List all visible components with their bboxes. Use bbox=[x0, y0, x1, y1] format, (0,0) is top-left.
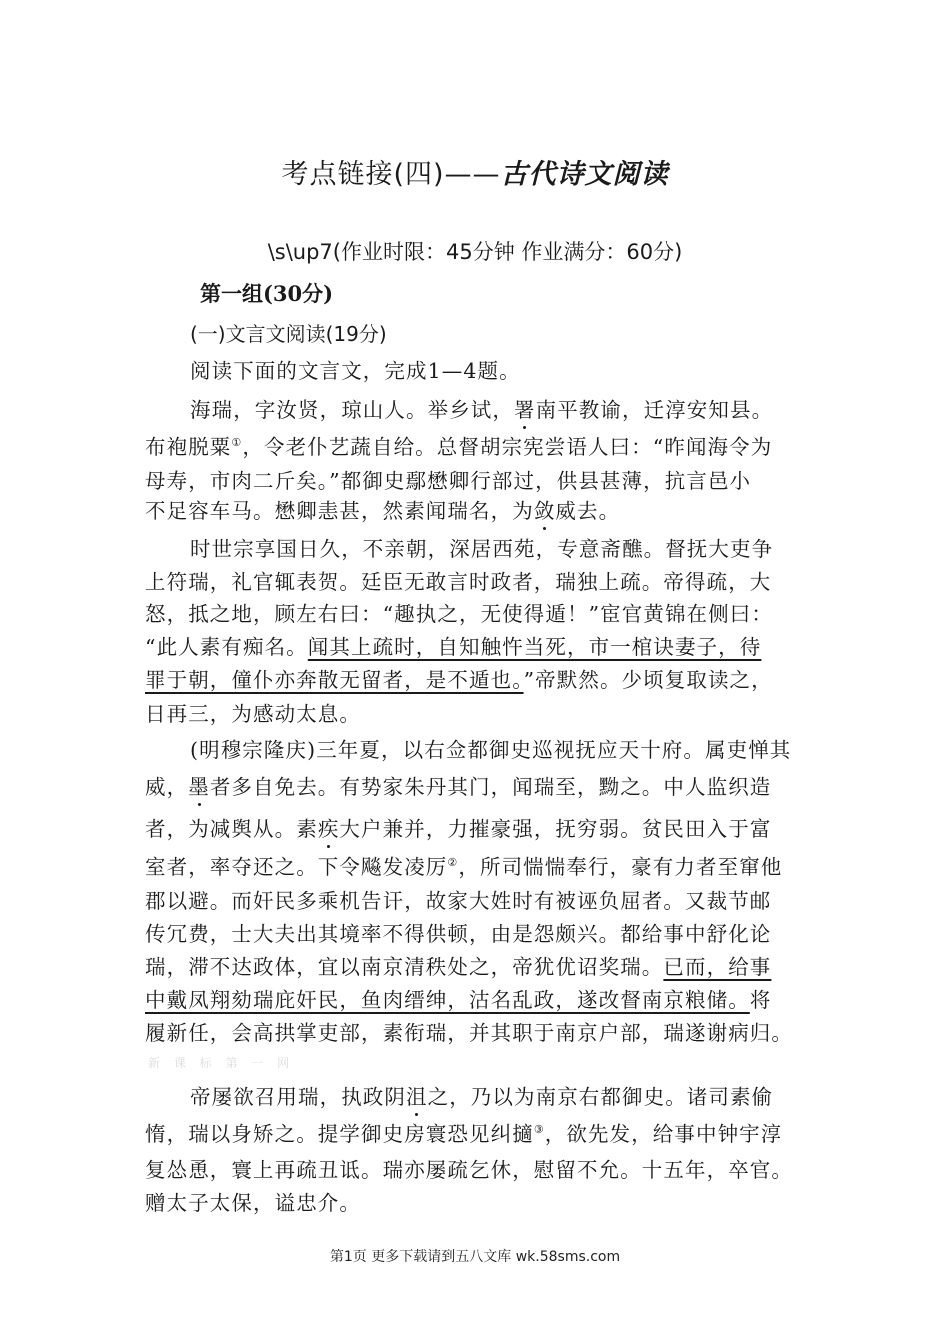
watermark-text: 新 课 标 第 一 网 bbox=[148, 1056, 295, 1070]
text-line: 复怂恿，寰上再疏丑诋。瑞亦屡疏乞休，慰留不允。十五年，卒官。 bbox=[145, 1158, 793, 1182]
text-line: 罪于朝，僮仆亦奔散无留者，是不遁也。”帝默然。少顷复取读之， bbox=[145, 668, 773, 692]
assignment-info: \s\up7(作业时限：45分钟 作业满分：60分) bbox=[267, 240, 683, 264]
text-line: “此人素有痴名。闻其上疏时，自知触忤当死，市一棺诀妻子，待 bbox=[145, 635, 762, 659]
text-line: (明穆宗隆庆)三年夏，以右佥都御史巡视抚应天十府。属吏惮其 bbox=[190, 738, 792, 762]
underlined-sentence: 罪于朝，僮仆亦奔散无留者，是不遁也。 bbox=[145, 668, 524, 692]
text-line: 布袍脱粟①，令老仆艺蔬自给。总督胡宗宪尝语人曰：“昨闻海令为 bbox=[145, 435, 773, 459]
text-line: 室者，率夺还之。下令飚发凌厉②，所司惴惴奉行，豪有力者至窜他 bbox=[145, 855, 783, 879]
instruction-text: 阅读下面的文言文，完成1—4题。 bbox=[190, 359, 521, 383]
text-line: 海瑞，字汝贤，琼山人。举乡试，署南平教谕，迁淳安知县。 bbox=[190, 398, 774, 422]
underlined-sentence: 闻其上疏时，自知触忤当死，市一棺诀妻子，待 bbox=[307, 635, 762, 659]
text-line: 时世宗享国日久，不亲朝，深居西苑，专意斋醮。督抚大吏争 bbox=[190, 537, 774, 561]
text-line: 母寿，市肉二斤矣。”都御史鄢懋卿行部过，供县甚薄，抗言邑小 bbox=[145, 469, 752, 493]
group-heading: 第一组(30分) bbox=[200, 281, 334, 306]
underlined-sentence: 已而，给事 bbox=[663, 955, 772, 979]
title-part1: 考点链接(四)—— bbox=[281, 159, 501, 190]
text-line: 履新任，会高拱掌吏部，素衔瑞，并其职于南京户部，瑞遂谢病归。 bbox=[145, 1021, 793, 1045]
page-footer: 第1页 更多下载请到五八文库 wk.58sms.com bbox=[329, 1249, 621, 1265]
text-line: 威，墨者多自免去。有势家朱丹其门，闻瑞至，黝之。中人监织造 bbox=[145, 775, 772, 799]
section-heading: (一)文言文阅读(19分) bbox=[190, 322, 387, 346]
text-line: 日再三，为感动太息。 bbox=[145, 702, 361, 726]
text-line: 赠太子太保，谥忠介。 bbox=[145, 1191, 361, 1215]
text-line: 不足容车马。懋卿恚甚，然素闻瑞名，为敛威去。 bbox=[145, 499, 621, 523]
text-line: 者，为减舆从。素疾大户兼并，力摧豪强，抚穷弱。贫民田入于富 bbox=[145, 817, 772, 841]
text-line: 瑞，滞不达政体，宜以南京清秩处之，帝犹优诏奖瑞。已而，给事 bbox=[145, 955, 772, 979]
text-line: 怒，抵之地，顾左右曰：“趣执之，无使得遁！”宦官黄锦在侧曰： bbox=[145, 602, 773, 626]
text-line: 上符瑞，礼官辄表贺。廷臣无敢言时政者，瑞独上疏。帝得疏，大 bbox=[145, 570, 772, 594]
page-title bbox=[0, 152, 950, 191]
text-line: 惰，瑞以身矫之。提学御史房寰恐见纠擿③，欲先发，给事中钟宇淳 bbox=[145, 1122, 783, 1146]
text-line: 郡以避。而奸民多乘机告讦，故家大姓时有被诬负屈者。又裁节邮 bbox=[145, 889, 772, 913]
text-line: 传冗费，士大夫出其境率不得供顿，由是怨颇兴。都给事中舒化论 bbox=[145, 922, 772, 946]
text-line: 帝屡欲召用瑞，执政阴沮之，乃以为南京右都御史。诸司素偷 bbox=[190, 1085, 774, 1109]
text-line: 中戴凤翔劾瑞庇奸民，鱼肉缙绅，沽名乱政，遂改督南京粮储。将 bbox=[145, 988, 772, 1012]
underlined-sentence: 中戴凤翔劾瑞庇奸民，鱼肉缙绅，沽名乱政，遂改督南京粮储。 bbox=[145, 988, 750, 1012]
title-part2: 古代诗文阅读 bbox=[500, 159, 669, 190]
